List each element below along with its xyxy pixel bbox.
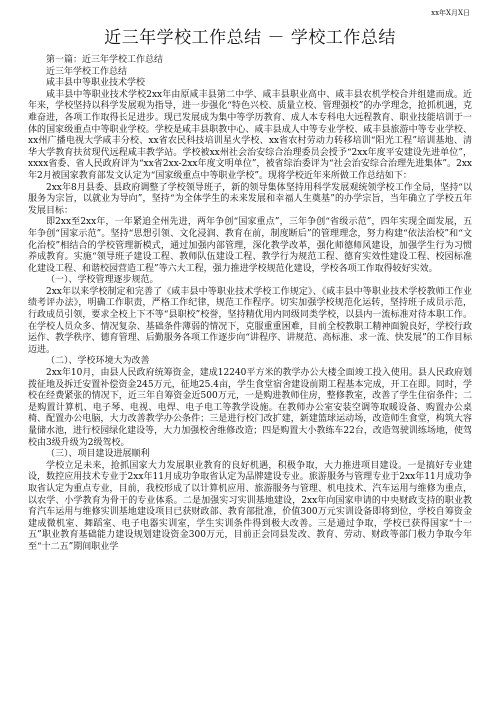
section-heading: （二）、学校环境大为改善	[46, 356, 150, 367]
body-paragraph: 2xx年10月，由县人民政府统筹资金，建成12240平方米的教学办公大楼全面竣工投入使用。县人民政府划拨征地及拆迁安置补偿资金245万元，征地25.4亩，学生食堂宿舍建设前期工程基本完成，开工在即。同时，学校在经费紧张的情况下，近三年自筹资金近500万元，一是购进教师住房，整修教室，改善了学生住宿条件；二是购置计算机、电子琴、电视、电焊、电子电工等教学设施。在教师办公室安装空调等取暖设备、购置办公桌椅、配置办公电脑，大力改善教学办公条件；三是进行校门改扩建，新建篮球运动场，改造师生食堂，构筑大容量储水池，进行校园绿化建设等，大力加强校舍维修改造；四是购置大小教练车22台，改造驾驶训练场地，使驾校由3级升级为2级驾校。	[28, 368, 472, 448]
section-heading: （一）、学校管理逐步规范。	[46, 275, 159, 286]
body-paragraph: 学校立足未来，抢抓国家大力发展职业教育的良好机遇，积极争取，大力推进项目建设。一是搞好专业建设，数控应用技术专业于2xx年11月成功争取省认定为品牌建设专业。旅游服务与管理专业于2xx年11月成功争取省认定为重点专业，目前，我校形成了以计算机应用、旅游服务与管理、机电技术、汽车运用与维修为重点，以农学、小学教育为骨干的专业体系。二是加强实习实训基地建设，2xx年向国家申请的中央财政支持的职业教育汽车运用与维修实训基地建设项目已获财政部、教育部批准，价值300万元实训设备即将到位，学校自筹资金建成微机室、舞蹈室、电子电器实训室，学生实训条件得到极大改善。三是通过争取，学校已获得国家“十一五”职业教育基础能力建设规划建设资金300万元，目前正会同县发改、教育、劳动、财政等部门极力争取今年至“十二五”期间职业学	[28, 460, 472, 552]
section-heading: （三）、项目建设进展顺利	[46, 449, 150, 460]
section-heading: 第一篇：近三年学校工作总结	[46, 55, 164, 65]
body-paragraph: 2xx年以来学校制定和完善了《咸丰县中等职业技术学校工作规定》、《咸丰县中等职业技术学校教师工作业绩考评办法》，明确工作职责，严格工作纪律，规范工作程序。切实加强学校规范化运转，坚持班子成员示范，行政成员引领，要求全校上下不等“县职校”校誉，坚持精优用内同级同类学校，以县内一流标准对待本职工作。在学校人员众多、情况复杂、基础条件薄弱的情况下，克服重重困难，目前全校教职工精神面貌良好，学校行政运作、教学秩序、德育管理、后勤服务各项工作逐步向“讲程序、讲规范、高标准、求一流、快发展”的工作目标迈进。	[28, 286, 472, 355]
body-paragraph: 即2xx至2xx年，一年紧追全州先进，两年争创“国家重点”，三年争创“省级示范”，四年实现全面发展，五年争创“国家示范”。坚持“思想引领、文化浸润、教育在前，制度断后”的管理理念，努力构建“依法治校”和“文化治校”相结合的学校管理新模式，通过加强内部管理，深化教学改革，强化师德师风建设，加强学生行为习惯养成教育。实施“领导班子建设工程、教师队伍建设工程、教学行为规范工程、德育实效性建设工程、校园标准化建设工程、和谐校园营造工程”等六大工程，强力推进学校规范化建设，学校各项工作取得较好实效。	[28, 217, 472, 274]
section-heading: 咸丰县中等职业技术学校	[46, 78, 146, 89]
body-paragraph: 咸丰县中等职业技术学校2xx年由原咸丰县第二中学、咸丰县职业高中、咸丰县农机学校合并组建而成。近年来，学校坚持以科学发展观为指导，进一步强化“特色兴校、质量立校、管理强校”的办学理念，抢抓机遇，克难奋进，各项工作取得长足进步。现已发展成为集中等学历教育、成人本专科电大远程教育、职业技能培训于一体的国家级重点中等职业学校。学校是咸丰县职教中心、咸丰县成人中等专业学校、咸丰县旅游中等专业学校、xx州广播电视大学咸丰分校、xx省农民科技培训星火学校、xx省农村劳动力转移培训“阳光工程”培训基地、清华大学教育扶贫现代远程咸丰教学站。学校被xx州社会治安综合治理委员会授予“2xx年度平安建设先进单位”，xxxx省委、省人民政府评为“xx省2xx-2xx年度文明单位”，被省综治委评为“社会治安综合治理先进集体”。2xx年2月被国家教育部发文认定为“国家级重点中等职业学校”。现将学校近年来所做工作总结如下：	[28, 89, 472, 181]
body-paragraph: 2xx年8月县委、县政府调整了学校领导班子，新的领导集体坚持用科学发展观统领学校工作全局，坚持“以服务为宗旨，以就业为导向”，坚持“为全体学生的未来发展和幸福人生奠基”的办学宗旨，当年确立了学校五年发展目标：	[28, 182, 472, 216]
document-body	[28, 55, 472, 554]
date-line: xx年X月X日	[431, 9, 470, 17]
document-title: 近三年学校工作总结 － 学校工作总结	[104, 28, 396, 48]
section-heading: 近三年学校工作总结	[46, 66, 128, 77]
